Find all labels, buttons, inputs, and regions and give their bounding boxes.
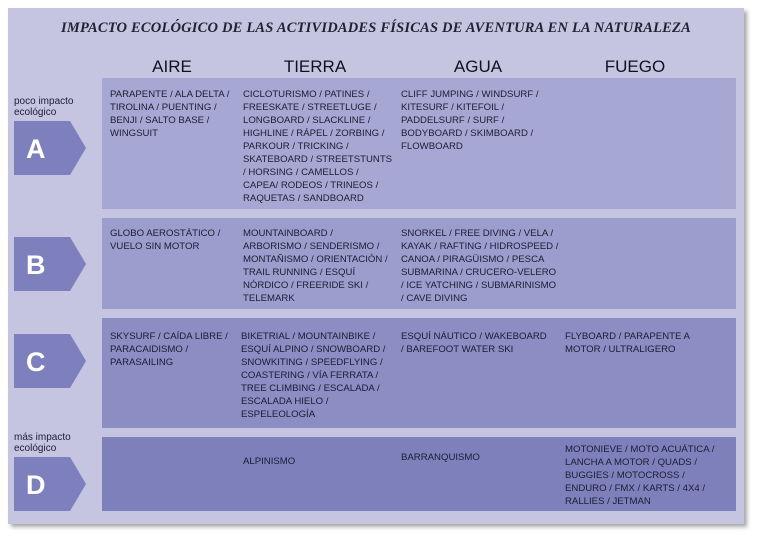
chart-title: IMPACTO ECOLÓGICO DE LAS ACTIVIDADES FÍSICAS DE AVENTURA EN LA NATURALEZA (61, 20, 691, 36)
badge-letter-d: D (26, 470, 46, 500)
badge-b (14, 237, 86, 291)
cell-a-aire: PARAPENTE / ALA DELTA / TIROLINA / PUENTING / BENJI / SALTO BASE / WINGSUIT (110, 89, 230, 139)
badge-letter-c: C (26, 347, 46, 377)
low-impact-label: poco impacto ecológico (14, 96, 74, 118)
cell-b-tierra: MOUNTAINBOARD / ARBORISMO / SENDERISMO / MONTAÑISMO / ORIENTACIÓN / TRAIL RUNNING / ESQUÍ NÓRDICO / FREERIDE SKI / TELEMARK (243, 228, 388, 304)
cell-d-tierra: ALPINISMO (243, 456, 296, 467)
column-header-aire: AIRE (152, 57, 192, 76)
cell-a-tierra: CICLOTURISMO / PATINES / FREESKATE / STREETLUGE / LONGBOARD / SLACKLINE / HIGHLINE / RÁPEL / ZORBING / PARKOUR / TRICKING / SKATEBOARD / STREETSTUNTS / HORSING / CAMELLOS / CAPEA/ RODEOS / TRINEOS / RAQUETAS / SANDBOARD (243, 89, 393, 204)
cell-c-aire: SKYSURF / CAÍDA LIBRE / PARACAIDISMO / PARASAILING (110, 331, 228, 368)
badge-d (14, 457, 86, 511)
high-impact-label: más impacto ecológico (14, 432, 71, 454)
column-header-fuego: FUEGO (604, 57, 666, 76)
badge-c (14, 334, 86, 388)
cell-d-agua: BARRANQUISMO (401, 452, 480, 463)
badge-letter-a: A (26, 134, 46, 164)
cell-b-aire: GLOBO AEROSTÁTICO / VUELO SIN MOTOR (110, 228, 221, 252)
cell-c-agua: ESQUÍ NÁUTICO / WAKEBOARD / BAREFOOT WATER SKI (401, 331, 547, 355)
cell-d-fuego: MOTONIEVE / MOTO ACUÁTICA / LANCHA A MOTOR / QUADS / BUGGIES / MOTOCROSS / ENDURO / FMX / KARTS / 4X4 / RALLIES / JETMAN (565, 444, 715, 507)
column-header-agua: AGUA (453, 57, 503, 76)
column-header-tierra: TIERRA (283, 57, 347, 76)
badge-letter-b: B (26, 250, 46, 280)
cell-a-agua: CLIFF JUMPING / WINDSURF / KITESURF / KITEFOIL / PADDELSURF / SURF / BODYBOARD / SKIMBOARD / FLOWBOARD (401, 89, 539, 152)
cell-b-agua: SNORKEL / FREE DIVING / VELA / KAYAK / RAFTING / HIDROSPEED / CANOA / PIRAGÜISMO / PESCA SUBMARINA / CRUCERO-VELERO / ICE YATCHING / SUBMARINISMO / CAVE DIVING (401, 228, 559, 304)
cell-c-fuego: FLYBOARD / PARAPENTE A MOTOR / ULTRALIGERO (565, 331, 690, 355)
cell-c-tierra: BIKETRIAL / MOUNTAINBIKE / ESQUÍ ALPINO / SNOWBOARD / SNOWKITING / SPEEDFLYING / COASTERING / VÍA FERRATA / TREE CLIMBING / ESCALADA / ESCALADA HIELO / ESPELEOLOGÍA (241, 331, 386, 420)
badge-a (14, 121, 86, 175)
